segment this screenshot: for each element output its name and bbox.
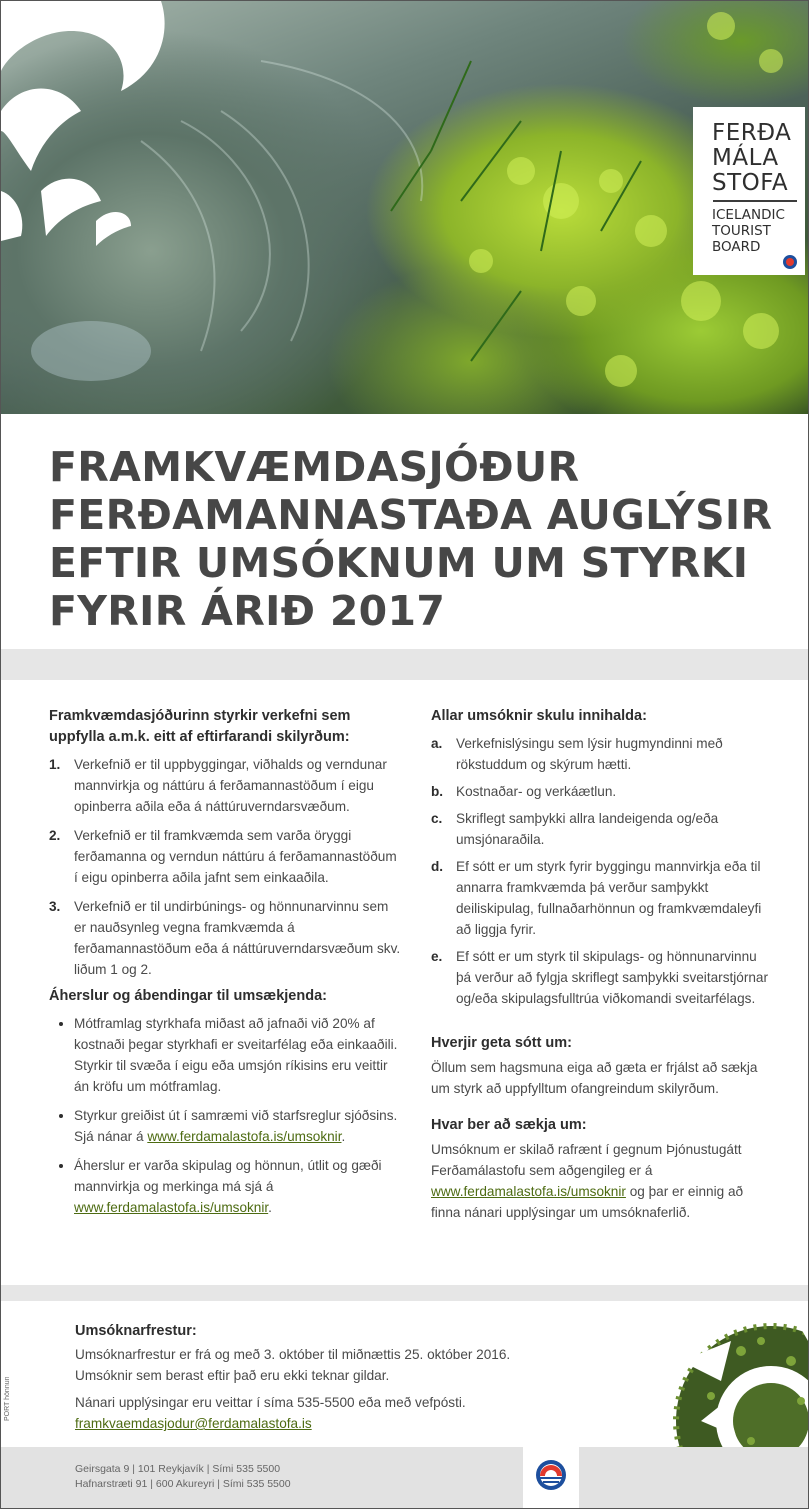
- footer-address-line: Geirsgata 9 | 101 Reykjavík | Sími 535 5500: [75, 1463, 281, 1475]
- logo-name-line: STOFA: [712, 170, 789, 196]
- umsoknir-link[interactable]: www.ferdamalastofa.is/umsoknir: [74, 1200, 269, 1215]
- criteria-number: 2.: [49, 828, 61, 843]
- contents-heading: Allar umsóknir skulu innihalda:: [431, 708, 647, 724]
- who-text: Öllum sem hagsmuna eiga að gæta er frjálst að sækja um styrk að uppfylltum ofangreindum skilyrðum.: [431, 1060, 758, 1096]
- logo-name-line: MÁLA: [712, 145, 779, 171]
- emphasis-text: Áherslur er varða skipulag og hönnun, útlit og gæði mannvirkja og merkinga má sjá á: [74, 1158, 382, 1194]
- criteria-number: 3.: [49, 899, 61, 914]
- emphasis-text-end: .: [341, 1129, 346, 1144]
- deadline-line: Umsóknir sem berast eftir það eru ekki teknar gildar.: [75, 1368, 390, 1383]
- page-title: [49, 443, 789, 635]
- emphasis-text: Styrkur greiðist út í samræmi við starfsreglur sjóðsins. Sjá nánar á: [74, 1108, 398, 1144]
- contents-item: [431, 808, 771, 850]
- criteria-item: [49, 754, 401, 817]
- footer-addresses: [75, 1462, 291, 1492]
- where-text-start: Umsóknum er skilað rafrænt í gegnum Þjónustugátt Ferðamálastofu sem aðgengileg er á: [431, 1142, 742, 1178]
- tourist-board-seal-icon: [535, 1459, 567, 1491]
- umsoknir-link[interactable]: www.ferdamalastofa.is/umsoknir: [431, 1184, 626, 1199]
- deadline-section: [75, 1321, 595, 1435]
- email-link[interactable]: framkvaemdasjodur@ferdamalastofa.is: [75, 1416, 312, 1431]
- contents-letter: c.: [431, 811, 443, 826]
- ferdamalastofa-logo: [693, 107, 805, 275]
- criteria-item: [49, 896, 401, 980]
- criteria-heading: Framkvæmdasjóðurinn styrkir verkefni sem uppfylla a.m.k. eitt af eftirfarandi skilyrðum:: [49, 708, 351, 745]
- contents-item: [431, 733, 771, 775]
- design-credit: PORT hönnun: [4, 1376, 11, 1421]
- contents-text: Ef sótt er um styrk til skipulags- og hönnunarvinnu þá verður að fylgja skriflegt samþykki sveitarstjórnar og/eða skipulagsfulltrúa viðkomandi sveitarfélags.: [456, 949, 769, 1006]
- contents-item: [431, 856, 771, 940]
- criteria-number: 1.: [49, 757, 61, 772]
- deadline-heading: Umsóknarfrestur:: [75, 1323, 197, 1339]
- contents-text: Verkefnislýsingu sem lýsir hugmyndinni með rökstuddum og skýrum hætti.: [456, 736, 723, 772]
- emphasis-item: [49, 1105, 401, 1147]
- divider-band: [1, 1285, 808, 1301]
- footer-address-line: Hafnarstræti 91 | 600 Akureyri | Sími 535 5500: [75, 1478, 291, 1490]
- footer: [1, 1447, 808, 1508]
- contents-letter: d.: [431, 859, 444, 874]
- emphasis-text-end: .: [268, 1200, 272, 1215]
- title-line: FYRIR ÁRIÐ 2017: [49, 587, 446, 635]
- footer-seal: [523, 1447, 579, 1508]
- contents-letter: b.: [431, 784, 444, 799]
- criteria-text: Verkefnið er til framkvæmda sem varða öryggi ferðamanna og verndun náttúru á ferðamannastöðum í eigu opinberra aðila jafnt sem einkaaðila.: [74, 828, 397, 885]
- contents-letter: e.: [431, 949, 443, 964]
- where-text: [431, 1139, 771, 1223]
- logo-english-line: TOURIST: [712, 223, 771, 239]
- who-heading: Hverjir geta sótt um:: [431, 1035, 572, 1051]
- logo-english-line: BOARD: [712, 239, 761, 255]
- logo-english-line: ICELANDIC: [712, 207, 785, 223]
- contents-item: [431, 781, 771, 802]
- right-column: [431, 706, 771, 1223]
- emphasis-text: Mótframlag styrkhafa miðast að jafnaði við 20% af kostnaði þegar styrkhafi er sveitarfélag eða einkaaðili. Styrkir til svæða í eigu eða umsjón ríkisins eru veittir án kröfu um mótframlag.: [74, 1016, 398, 1094]
- criteria-item: [49, 825, 401, 888]
- title-line: FERÐAMANNASTAÐA AUGLÝSIR: [49, 491, 773, 539]
- logo-divider: [713, 200, 797, 202]
- where-heading: Hvar ber að sækja um:: [431, 1117, 587, 1133]
- where-text-end: og þar er einnig að finna nánari upplýsingar um umsóknaferlið.: [431, 1184, 744, 1220]
- contents-item: [431, 946, 771, 1009]
- emphasis-heading: Áherslur og ábendingar til umsækjenda:: [49, 988, 327, 1004]
- deadline-line: Nánari upplýsingar eru veittar í síma 535-5500 eða með vefpósti.: [75, 1394, 466, 1410]
- hero-photo: [1, 1, 808, 414]
- divider-band: [1, 649, 808, 680]
- umsoknir-link[interactable]: www.ferdamalastofa.is/umsoknir: [147, 1129, 342, 1144]
- logo-name-line: FERÐA: [712, 120, 792, 146]
- decorative-ring-pattern: [641, 1301, 808, 1447]
- title-line: FRAMKVÆMDASJÓÐUR: [49, 443, 580, 491]
- tourist-board-badge-icon: [783, 255, 797, 269]
- emphasis-item: [49, 1155, 401, 1218]
- emphasis-item: [49, 1013, 401, 1097]
- left-column: [49, 706, 401, 1218]
- contents-text: Kostnaðar- og verkáætlun.: [456, 784, 617, 799]
- title-line: EFTIR UMSÓKNUM UM STYRKI: [49, 539, 749, 587]
- deadline-line: Umsóknarfrestur er frá og með 3. október til miðnættis 25. október 2016.: [75, 1346, 511, 1362]
- contents-letter: a.: [431, 736, 443, 751]
- contents-text: Skriflegt samþykki allra landeigenda og/eða umsjónaraðila.: [456, 811, 719, 847]
- contents-text: Ef sótt er um styrk fyrir byggingu mannvirkja eða til annarra framkvæmda þá verður samþykkt deiliskipulag, fullnaðarhönnun og framkvæmdaleyfi að liggja fyrir.: [456, 859, 762, 937]
- hero-decoration: [1, 1, 808, 414]
- criteria-text: Verkefnið er til undirbúnings- og hönnunarvinnu sem er nauðsynleg vegna framkvæmda á ferðamannastöðum eða á náttúruverndarsvæðum skv. liðum 1 og 2.: [74, 899, 401, 977]
- criteria-text: Verkefnið er til uppbyggingar, viðhalds og verndunar mannvirkja og náttúru á ferðamannastöðum í eigu opinberra aðila eða á náttúruverndarsvæðum.: [74, 757, 387, 814]
